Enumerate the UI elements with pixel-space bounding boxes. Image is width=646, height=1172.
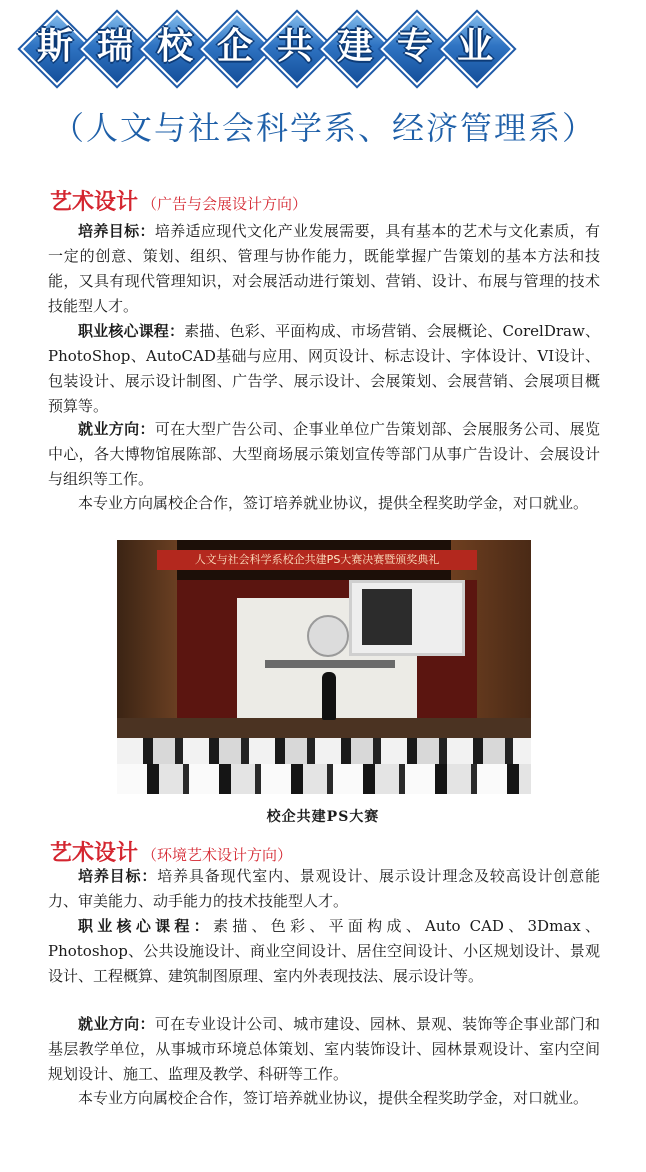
note-paragraph: 本专业方向属校企合作，签订培养就业协议，提供全程奖助学金，对口就业。 xyxy=(78,1089,589,1107)
banner-char: 建 xyxy=(336,26,373,67)
jobs-paragraph xyxy=(48,1012,600,1087)
goal-text: 培养适应现代文化产业发展需要，具有基本的艺术与文化素质，有一定的创意、策划、组织、管理与协作能力，既能掌握广告策划的基本方法和技能，又具有现代管理知识，对会展活动进行策划、营销、设计、布展与管理的技术技能型人才。 xyxy=(48,222,600,315)
banner-char: 专 xyxy=(396,26,433,67)
school-logo xyxy=(307,615,349,657)
courses-text: 素描、色彩、平面构成、市场营销、会展概论、CorelDraw、PhotoShop、AutoCAD基础与应用、网页设计、标志设计、字体设计、VI设计、包装设计、展示设计制图、广告学、展示设计、会展策划、会展营销、会展项目概预算等。 xyxy=(48,322,600,415)
goal-label: 培养目标： xyxy=(78,222,155,240)
section-heading xyxy=(50,185,307,216)
banner-char: 共 xyxy=(276,26,313,67)
jobs-label: 就业方向： xyxy=(78,420,155,438)
banner-char: 业 xyxy=(456,26,493,67)
goal-label: 培养目标： xyxy=(78,867,158,885)
event-photo xyxy=(117,540,531,794)
banner-char: 企 xyxy=(216,26,253,67)
jobs-label: 就业方向： xyxy=(78,1015,155,1033)
jobs-paragraph xyxy=(48,417,600,492)
banner-char: 瑞 xyxy=(96,26,133,67)
goal-paragraph xyxy=(48,864,600,914)
photo-caption: 校企共建PS大赛 xyxy=(266,809,380,825)
goal-paragraph xyxy=(48,219,600,319)
section-title: 艺术设计 xyxy=(50,841,139,866)
photo-stage-banner: 人文与社会科学系校企共建PS大赛决赛暨颁奖典礼 xyxy=(157,550,477,570)
section-heading xyxy=(50,836,292,867)
courses-label: 职业核心课程： xyxy=(78,917,213,935)
speaker-figure xyxy=(322,672,336,720)
section-subtitle: （环境艺术设计方向） xyxy=(142,846,293,864)
section-title: 艺术设计 xyxy=(50,190,139,215)
goal-text: 培养具备现代室内、景观设计、展示设计理念及较高设计创意能力、审美能力、动手能力的技术技能型人才。 xyxy=(48,867,600,910)
courses-label: 职业核心课程： xyxy=(78,322,185,340)
courses-paragraph xyxy=(48,319,600,419)
title-banner xyxy=(20,8,550,90)
banner-char: 校 xyxy=(156,26,193,67)
note-paragraph: 本专业方向属校企合作，签订培养就业协议，提供全程奖助学金，对口就业。 xyxy=(78,494,589,512)
banner-char: 斯 xyxy=(36,26,73,67)
jobs-text: 可在大型广告公司、企事业单位广告策划部、会展服务公司、展览中心，各大博物馆展陈部、大型商场展示策划宣传等部门从事广告设计、会展设计与组织等工作。 xyxy=(48,420,600,488)
department-subtitle: （人文与社会科学系、经济管理系） xyxy=(52,109,597,147)
jobs-text: 可在专业设计公司、城市建设、园林、景观、装饰等企事业部门和基层教学单位，从事城市环境总体策划、室内装饰设计、园林景观设计、室内空间规划设计、施工、监理及教学、科研等工作。 xyxy=(48,1015,600,1083)
section-subtitle: （广告与会展设计方向） xyxy=(142,195,308,213)
banner-char-tile xyxy=(440,12,510,82)
courses-text: 素描、色彩、平面构成、Auto CAD、3Dmax、Photoshop、公共设施设计、商业空间设计、居住空间设计、小区规划设计、景观设计、工程概算、建筑制图原理、室内外表现技法、展示设计等。 xyxy=(48,917,600,985)
courses-paragraph xyxy=(48,914,600,989)
